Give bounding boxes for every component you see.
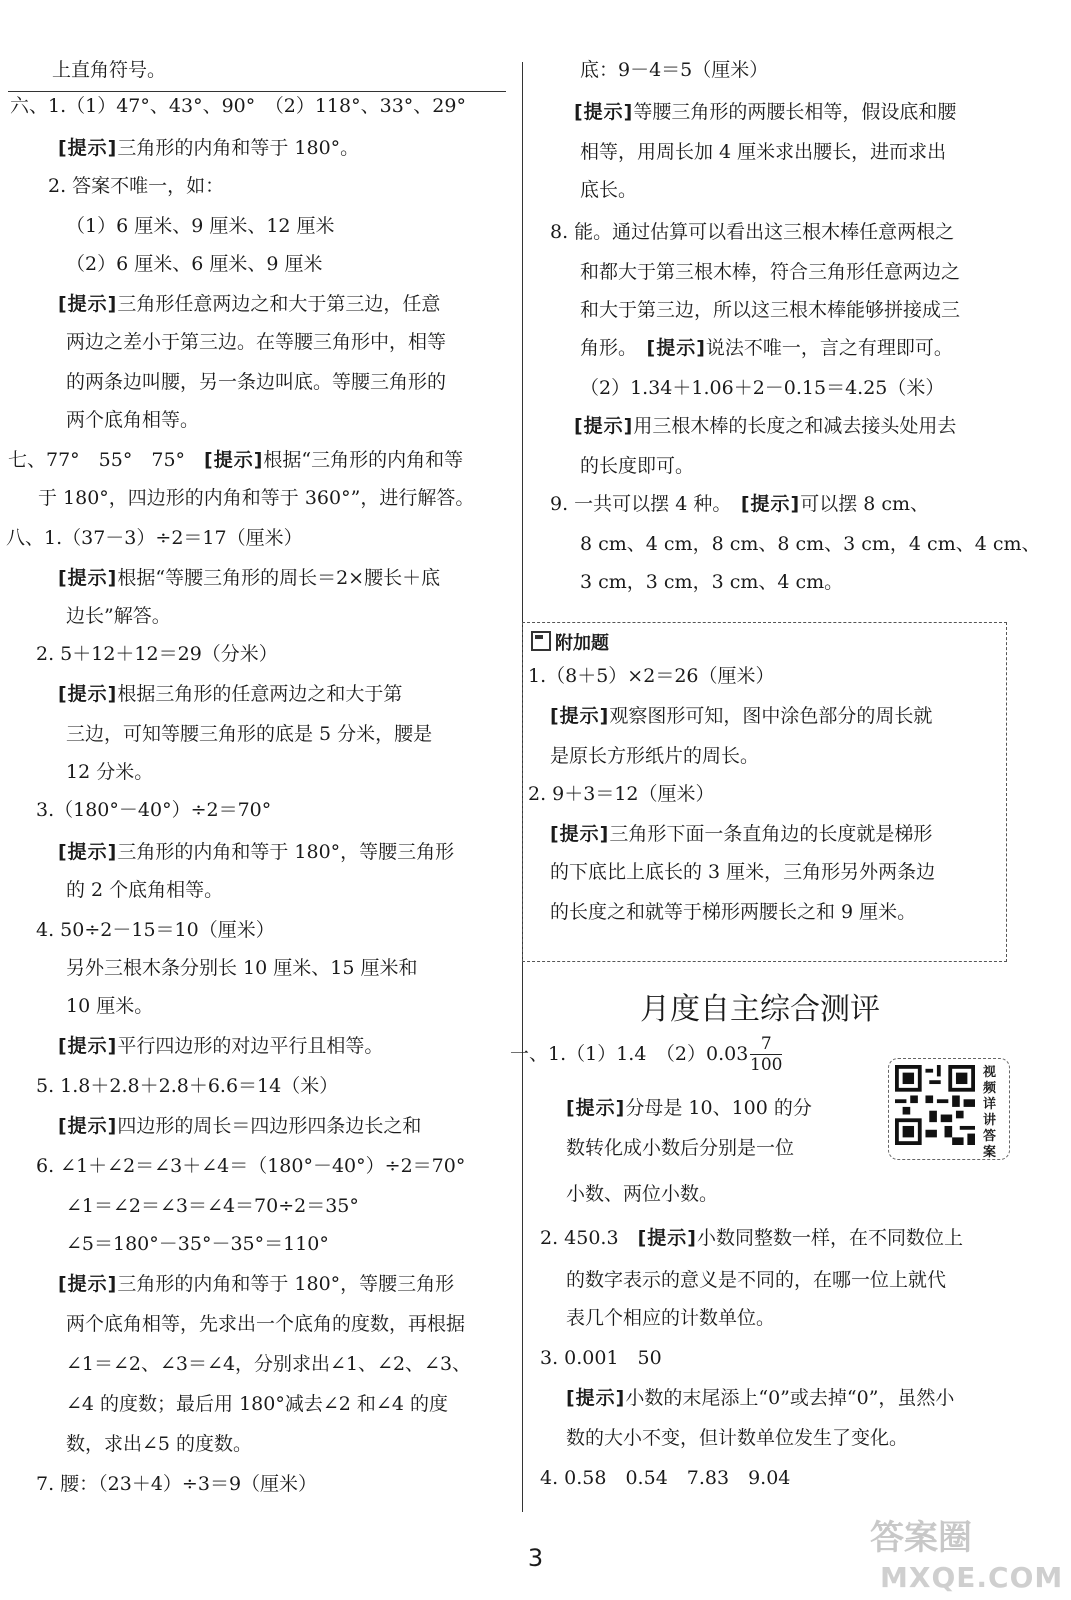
- line-text: 12 分米。: [66, 761, 154, 783]
- right-line: [510, 1034, 748, 1074]
- spacer: [628, 337, 647, 359]
- hint-tag: [提示]: [58, 137, 118, 159]
- line-text: 3. 0.001 50: [540, 1347, 662, 1369]
- line-text: 一、1.（1）1.4 （2）0.03: [510, 1043, 749, 1065]
- left-line: [66, 362, 446, 402]
- line-text: 3 cm，3 cm，3 cm、4 cm。: [580, 571, 844, 593]
- right-line: [566, 1174, 718, 1214]
- line-text: 6. ∠1＋∠2＝∠3＋∠4＝（180°－40°）÷2＝70°: [36, 1155, 466, 1177]
- line-text: 10 厘米。: [66, 995, 154, 1017]
- line-text: 两个底角相等，先求出一个底角的度数，再根据: [66, 1313, 466, 1335]
- right-line: [540, 1338, 662, 1378]
- line-text: 3.（180°－40°）÷2＝70°: [36, 799, 272, 821]
- right-line: [540, 1458, 790, 1498]
- line-text: 4. 50÷2－15＝10（厘米）: [36, 919, 275, 941]
- left-line: [58, 128, 359, 168]
- hint-tag: [提示]: [574, 415, 634, 437]
- left-line: [58, 1264, 454, 1304]
- left-line: [58, 1106, 421, 1146]
- line-text: 小数、两位小数。: [566, 1183, 719, 1205]
- line-text: 小数的末尾添上“0”或去掉“0”，虽然小: [625, 1387, 955, 1409]
- hint-tag: [提示]: [58, 1273, 118, 1295]
- line-text: ∠1＝∠2、∠3＝∠4，分别求出∠1、∠2、∠3、: [66, 1353, 472, 1375]
- right-line: [580, 524, 1041, 564]
- right-line: [566, 1128, 794, 1168]
- line-text: 另外三根木条分别长 10 厘米、15 厘米和: [66, 957, 418, 979]
- line-text: 三角形的内角和等于 180°，等腰三角形: [117, 841, 455, 863]
- right-line: [566, 1298, 775, 1338]
- hint-tag: [提示]: [204, 449, 264, 471]
- watermark-logo: 答案圈: [870, 1518, 972, 1558]
- hint-tag: [提示]: [58, 567, 118, 589]
- left-line: [58, 674, 402, 714]
- line-text: 说法不唯一，言之有理即可。: [705, 337, 953, 359]
- left-line: [66, 948, 417, 988]
- right-line: [580, 252, 960, 292]
- fraction-numerator: 7: [750, 1034, 782, 1055]
- line-text: 三边，可知等腰三角形的底是 5 分米，腰是: [66, 723, 433, 745]
- line-text: 的两条边叫腰，另一条边叫底。等腰三角形的: [66, 371, 447, 393]
- left-line: [36, 790, 271, 830]
- qr-code-card[interactable]: [888, 1058, 1010, 1160]
- line-text: 八、1.（37－3）÷2＝17（厘米）: [6, 527, 303, 549]
- right-line: [566, 1088, 812, 1128]
- line-text: 用三根木棒的长度之和减去接头处用去: [633, 415, 957, 437]
- hint-tag: [提示]: [574, 101, 634, 123]
- hint-tag: [提示]: [646, 337, 706, 359]
- spacer: [619, 1227, 638, 1249]
- left-line: [36, 910, 275, 950]
- right-line: [574, 406, 956, 446]
- line-text: 1.（8＋5）×2＝26（厘米）: [528, 665, 775, 687]
- hint-tag: [提示]: [58, 841, 118, 863]
- right-line: [574, 92, 956, 132]
- hint-tag: [提示]: [58, 293, 118, 315]
- line-text: 三角形下面一条直角边的长度就是梯形: [609, 823, 933, 845]
- left-line: [66, 1384, 448, 1424]
- left-line: [66, 1304, 465, 1344]
- page-number: 3: [527, 1544, 544, 1572]
- line-text: （2）1.34＋1.06＋2－0.15＝4.25（米）: [580, 377, 945, 399]
- line-text: 底：9－4＝5（厘米）: [580, 59, 769, 81]
- right-line: [566, 1418, 908, 1458]
- bonus-icon: [531, 631, 551, 651]
- right-line: [528, 774, 715, 814]
- hint-tag: [提示]: [566, 1387, 626, 1409]
- line-text: 等腰三角形的两腰长相等，假设底和腰: [633, 101, 957, 123]
- line-text: 平行四边形的对边平行且相等。: [117, 1035, 384, 1057]
- left-line: [66, 752, 153, 792]
- left-line: [36, 1146, 465, 1186]
- left-line: [66, 1424, 252, 1464]
- left-line: [66, 986, 153, 1026]
- right-line: [550, 814, 932, 854]
- line-text: 的数字表示的意义是不同的，在哪一位上就代: [566, 1269, 947, 1291]
- right-line: [540, 1218, 963, 1258]
- line-text: （2）6 厘米、6 厘米、9 厘米: [66, 253, 323, 275]
- line-text: 根据三角形的任意两边之和大于第: [117, 683, 403, 705]
- left-line: [58, 284, 440, 324]
- bonus-title: 附加题: [555, 633, 609, 654]
- left-line: [36, 1464, 317, 1504]
- line-text: 8. 能。通过估算可以看出这三根木棒任意两根之: [550, 221, 955, 243]
- line-text: 底长。: [580, 179, 638, 201]
- hint-tag: [提示]: [58, 1115, 118, 1137]
- line-text: 数，求出∠5 的度数。: [66, 1433, 253, 1455]
- right-line: [580, 290, 960, 330]
- hint-tag: [提示]: [637, 1227, 697, 1249]
- left-line: [52, 50, 166, 90]
- qr-caption: 视频详讲答案: [983, 1065, 997, 1160]
- left-line: [66, 1344, 471, 1384]
- left-line: [58, 832, 454, 872]
- right-line: [580, 50, 768, 90]
- line-text: 可以摆 8 cm、: [800, 493, 930, 515]
- line-text: 三角形的内角和等于 180°。: [117, 137, 360, 159]
- hint-tag: [提示]: [58, 683, 118, 705]
- line-text: 上直角符号。: [52, 59, 167, 81]
- spacer: [722, 493, 741, 515]
- left-line: [66, 1224, 329, 1264]
- hint-tag: [提示]: [566, 1097, 626, 1119]
- fraction-denominator: 100: [750, 1055, 783, 1075]
- line-text: 2. 450.3: [540, 1227, 619, 1249]
- right-line: [550, 212, 954, 252]
- watermark-url: MXQE.COM: [880, 1561, 1064, 1594]
- right-line: [528, 656, 775, 696]
- spacer: [185, 449, 204, 471]
- line-text: 两边之差小于第三边。在等腰三角形中，相等: [66, 331, 447, 353]
- line-text: 根据“等腰三角形的周长＝2×腰长＋底: [117, 567, 441, 589]
- line-text: ∠4 的度数；最后用 180°减去∠2 和∠4 的度: [66, 1393, 448, 1415]
- left-line: [36, 1066, 338, 1106]
- line-text: 9. 一共可以摆 4 种。: [550, 493, 722, 515]
- line-text: 7. 腰：（23＋4）÷3＝9（厘米）: [36, 1473, 318, 1495]
- line-text: 数转化成小数后分别是一位: [566, 1137, 795, 1159]
- line-text: 数的大小不变，但计数单位发生了变化。: [566, 1427, 909, 1449]
- line-text: 三角形任意两边之和大于第三边，任意: [117, 293, 441, 315]
- line-text: 2. 5＋12＋12＝29（分米）: [36, 643, 278, 665]
- left-line: [58, 1026, 383, 1066]
- left-line: [6, 518, 303, 558]
- line-text: 的长度即可。: [580, 455, 695, 477]
- right-line: [580, 132, 946, 172]
- line-text: 观察图形可知，图中涂色部分的周长就: [609, 705, 933, 727]
- line-text: 是原长方形纸片的周长。: [550, 745, 760, 767]
- right-line: [580, 446, 694, 486]
- line-text: 七、77° 55° 75°: [8, 449, 186, 471]
- line-text: 的长度之和就等于梯形两腰长之和 9 厘米。: [550, 901, 917, 923]
- fraction: [750, 1034, 782, 1075]
- left-line: [66, 400, 199, 440]
- right-line: [550, 852, 935, 892]
- line-text: 的 2 个底角相等。: [66, 879, 224, 901]
- left-line: [10, 86, 466, 126]
- qr-code-icon: [895, 1065, 975, 1145]
- line-text: 8 cm、4 cm，8 cm、8 cm、3 cm，4 cm、4 cm、: [580, 533, 1041, 555]
- right-line: [550, 484, 929, 524]
- line-text: ∠5＝180°－35°－35°＝110°: [66, 1233, 329, 1255]
- line-text: 的下底比上底长的 3 厘米，三角形另外两条边: [550, 861, 936, 883]
- right-line: [580, 562, 843, 602]
- hint-tag: [提示]: [58, 1035, 118, 1057]
- right-line: [566, 1378, 954, 1418]
- line-text: 角形。: [580, 337, 628, 359]
- right-line: [550, 736, 759, 776]
- left-line: [66, 596, 171, 636]
- line-text: 和大于第三边，所以这三根木棒能够拼接成三: [580, 299, 961, 321]
- hint-tag: [提示]: [740, 493, 801, 515]
- hint-tag: [提示]: [550, 705, 610, 727]
- left-line: [66, 322, 446, 362]
- left-line: [36, 634, 278, 674]
- left-line: [58, 558, 440, 598]
- line-text: 三角形的内角和等于 180°，等腰三角形: [117, 1273, 455, 1295]
- line-text: 2. 9＋3＝12（厘米）: [528, 783, 715, 805]
- right-line: [580, 328, 953, 368]
- left-line: [48, 166, 224, 206]
- left-line: [38, 478, 474, 518]
- line-text: 和都大于第三根木棒，符合三角形任意两边之: [580, 261, 961, 283]
- line-text: 表几个相应的计数单位。: [566, 1307, 776, 1329]
- left-line: [66, 1186, 359, 1226]
- left-line: [66, 870, 223, 910]
- line-text: 相等，用周长加 4 厘米求出腰长，进而求出: [580, 141, 947, 163]
- hint-tag: [提示]: [550, 823, 610, 845]
- line-text: 于 180°，四边形的内角和等于 360°”，进行解答。: [38, 487, 475, 509]
- line-text: 4. 0.58 0.54 7.83 9.04: [540, 1467, 791, 1489]
- line-text: 四边形的周长＝四边形四条边长之和: [117, 1115, 422, 1137]
- right-line: [550, 696, 932, 736]
- right-line: [580, 170, 637, 210]
- right-line: [566, 1260, 946, 1300]
- line-text: 两个底角相等。: [66, 409, 200, 431]
- line-text: 六、1.（1）47°、43°、90° （2）118°、33°、29°: [10, 95, 466, 117]
- right-line: [550, 892, 916, 932]
- line-text: 小数同整数一样，在不同数位上: [696, 1227, 963, 1249]
- left-line: [66, 714, 432, 754]
- line-text: （1）6 厘米、9 厘米、12 厘米: [66, 215, 335, 237]
- line-text: 根据“三角形的内角和等: [263, 449, 464, 471]
- section-title: 月度自主综合测评: [640, 992, 880, 1027]
- line-text: 2. 答案不唯一，如：: [48, 175, 225, 197]
- left-line: [8, 440, 463, 480]
- line-text: ∠1＝∠2＝∠3＝∠4＝70÷2＝35°: [66, 1195, 359, 1217]
- line-text: 5. 1.8＋2.8＋2.8＋6.6＝14（米）: [36, 1075, 339, 1097]
- right-line: [580, 368, 944, 408]
- line-text: 分母是 10、100 的分: [625, 1097, 812, 1119]
- line-text: 边长”解答。: [66, 605, 171, 627]
- left-line: [66, 206, 335, 246]
- left-line: [66, 244, 322, 284]
